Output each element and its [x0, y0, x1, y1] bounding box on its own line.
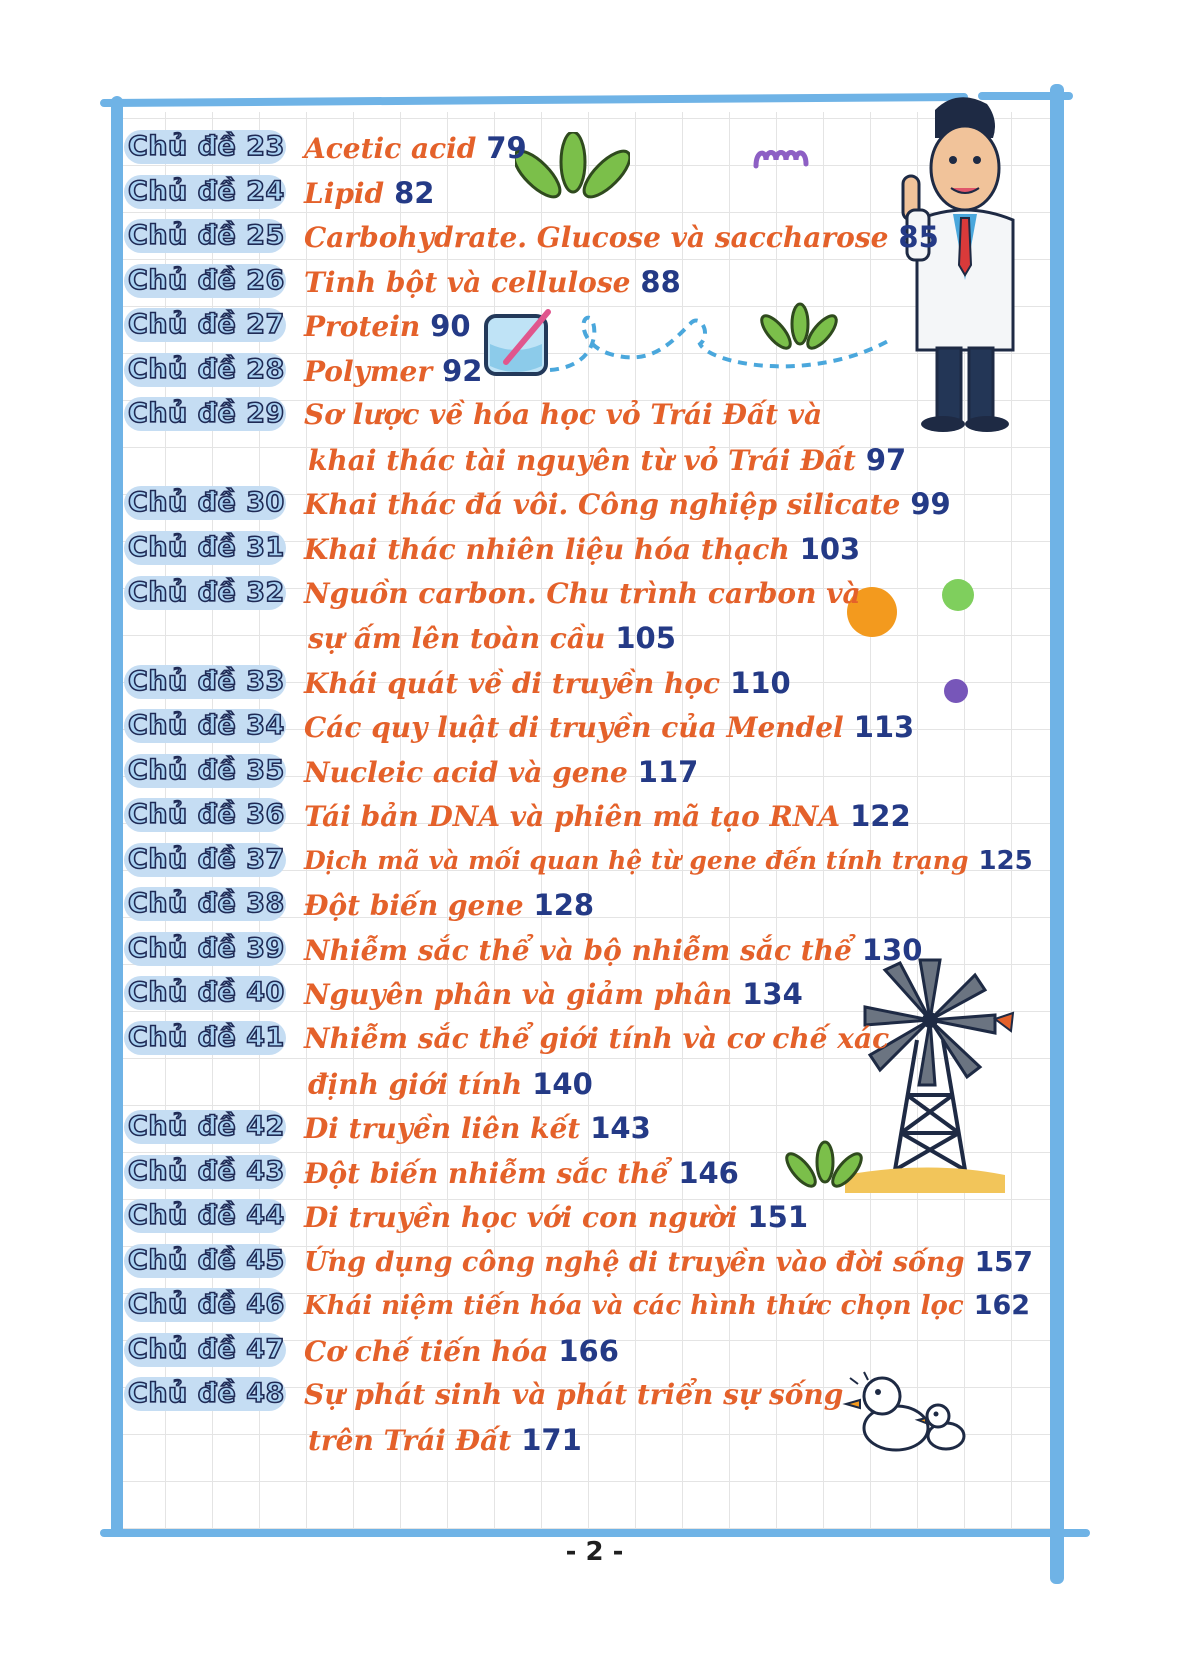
- topic-title: [304, 393, 822, 437]
- topic-title-continued: [308, 1418, 582, 1462]
- topic-title: [304, 349, 482, 393]
- topic-title-text: Các quy luật di truyền của Mendel: [304, 711, 844, 745]
- topic-number: Chủ đề 34: [128, 710, 285, 742]
- topic-title: [304, 171, 434, 215]
- topic-number: Chủ đề 40: [128, 977, 285, 1009]
- topic-title-text: Đột biến nhiễm sắc thể: [304, 1156, 669, 1190]
- topic-page-number: 113: [853, 710, 915, 745]
- topic-title-text: Dịch mã và mối quan hệ từ gene đến tính trạng: [304, 845, 969, 875]
- topic-number: Chủ đề 31: [128, 531, 285, 563]
- topic-page-number: 146: [678, 1155, 739, 1190]
- topic-title-continued: [308, 438, 906, 482]
- leaf-sprig-icon: [785, 1140, 863, 1190]
- topic-page-number: 143: [590, 1111, 651, 1146]
- topic-number: Chủ đề 45: [128, 1244, 285, 1276]
- frame-top-stroke: [100, 93, 968, 107]
- topic-title-text: Protein: [304, 310, 421, 344]
- topic-title: [304, 883, 594, 927]
- topic-title-text: Tái bản DNA và phiên mã tạo RNA: [304, 800, 841, 834]
- topic-number: Chủ đề 42: [128, 1111, 285, 1143]
- topic-title: [304, 215, 939, 259]
- topic-title-text: Acetic acid: [304, 132, 477, 165]
- topic-number: Chủ đề 25: [128, 220, 285, 252]
- topic-title-text: Sơ lược về hóa học vỏ Trái Đất và: [304, 398, 823, 432]
- purple-dot-icon: [943, 678, 969, 704]
- topic-title: [304, 972, 803, 1016]
- topic-title-text: Khai thác đá vôi. Công nghiệp silicate: [304, 488, 901, 522]
- topic-number: Chủ đề 41: [128, 1022, 285, 1053]
- topic-page-number: 130: [861, 932, 923, 967]
- topic-title: [304, 750, 698, 794]
- topic-page-number: 128: [533, 888, 595, 923]
- topic-title: [304, 1151, 739, 1195]
- topic-title: [304, 1017, 889, 1061]
- topic-number: Chủ đề 46: [128, 1289, 285, 1321]
- topic-title: [304, 928, 922, 972]
- topic-page-number: 85: [898, 220, 939, 255]
- topic-title-text: Khai thác nhiên liệu hóa thạch: [304, 532, 790, 566]
- topic-title-text-line2: trên Trái Đất: [308, 1423, 512, 1457]
- topic-title-text: Đột biến gene: [304, 889, 524, 923]
- topic-number: Chủ đề 36: [128, 799, 285, 831]
- topic-number: Chủ đề 44: [128, 1200, 285, 1232]
- topic-title: [304, 126, 527, 170]
- topic-title-text: Carbohydrate. Glucose và saccharose: [304, 221, 889, 255]
- page-number: - 2 -: [565, 1537, 624, 1567]
- topic-title-text: Nhiễm sắc thể và bộ nhiễm sắc thể: [304, 933, 852, 967]
- topic-page-number: 171: [521, 1422, 582, 1457]
- topic-title-text: Di truyền học với con người: [304, 1201, 738, 1235]
- topic-page-number: 99: [910, 487, 951, 522]
- topic-title-text: Polymer: [304, 354, 433, 388]
- topic-number: Chủ đề 38: [128, 888, 285, 920]
- topic-page-number: 125: [978, 845, 1033, 876]
- topic-page-number: 110: [730, 665, 791, 700]
- topic-title: [304, 260, 681, 304]
- topic-title-text: Nguồn carbon. Chu trình carbon và: [304, 576, 861, 610]
- topic-number: Chủ đề 32: [128, 576, 285, 608]
- topic-number: Chủ đề 26: [128, 264, 285, 296]
- frame-left-stroke: [111, 96, 123, 1536]
- topic-number: Chủ đề 30: [128, 487, 285, 519]
- topic-title: [304, 1329, 619, 1373]
- topic-title: [304, 705, 914, 749]
- topic-title-text: Ứng dụng công nghệ di truyền vào đời sống: [304, 1246, 965, 1278]
- topic-title-continued: [308, 616, 676, 660]
- topic-number: Chủ đề 35: [128, 754, 285, 786]
- beaker-icon: [480, 304, 910, 394]
- topic-page-number: 79: [486, 131, 527, 165]
- topic-page-number: 140: [532, 1066, 593, 1101]
- topic-page-number: 88: [640, 264, 681, 299]
- topic-number: Chủ đề 37: [128, 843, 285, 875]
- topic-number: Chủ đề 29: [128, 398, 285, 430]
- topic-number: Chủ đề 33: [128, 665, 285, 697]
- topic-title-text: Nguyên phân và giảm phân: [304, 978, 733, 1012]
- topic-number: Chủ đề 23: [128, 131, 285, 162]
- topic-page-number: 157: [974, 1244, 1034, 1278]
- topic-number: Chủ đề 39: [128, 932, 285, 964]
- topic-title: [304, 794, 911, 838]
- topic-title-text: Di truyền liên kết: [304, 1112, 581, 1146]
- topic-title-text: Khái quát về di truyền học: [304, 666, 721, 700]
- topic-title: [304, 1106, 651, 1150]
- topic-title-text: Khái niệm tiến hóa và các hình thức chọn lọc: [304, 1291, 964, 1322]
- topic-title-text: Nucleic acid và gene: [304, 755, 628, 789]
- topic-number: Chủ đề 48: [128, 1378, 285, 1410]
- topic-title: [304, 527, 860, 571]
- windmill-illustration: [845, 955, 1015, 1200]
- topic-title: [304, 572, 861, 616]
- topic-page-number: 82: [394, 175, 435, 210]
- topic-page-number: 92: [442, 353, 483, 388]
- topic-page-number: 90: [430, 309, 471, 344]
- topic-number: Chủ đề 43: [128, 1155, 285, 1187]
- topic-page-number: 162: [973, 1290, 1031, 1322]
- frame-bottom-stroke: [100, 1529, 1090, 1537]
- topic-page-number: 97: [865, 442, 907, 477]
- spring-squiggle-icon: [752, 146, 812, 172]
- topic-page-number: 122: [850, 799, 911, 834]
- topic-title-text: Cơ chế tiến hóa: [304, 1334, 549, 1368]
- topic-title-text: Lipid: [304, 176, 385, 210]
- topic-title: [304, 1240, 1033, 1284]
- topic-title-text: Tinh bột và cellulose: [304, 265, 631, 299]
- topic-title-text: Sự phát sinh và phát triển sự sống: [304, 1378, 844, 1412]
- topic-title: [304, 839, 1033, 883]
- topic-title: [304, 304, 471, 348]
- topic-page-number: 117: [637, 754, 699, 789]
- frame-right-stroke: [1050, 84, 1064, 1584]
- topic-page-number: 166: [558, 1333, 619, 1368]
- topic-number: Chủ đề 28: [128, 353, 285, 385]
- ducks-illustration: [838, 1370, 973, 1460]
- topic-number: Chủ đề 24: [128, 175, 285, 207]
- topic-title-text-line2: định giới tính: [308, 1067, 523, 1101]
- topic-page-number: 151: [747, 1200, 809, 1235]
- topic-title: [304, 1284, 1030, 1328]
- topic-title: [304, 1195, 808, 1239]
- topic-number: Chủ đề 27: [128, 309, 285, 341]
- topic-page-number: 134: [742, 977, 803, 1012]
- topic-title-text: Nhiễm sắc thể giới tính và cơ chế xác: [304, 1022, 890, 1055]
- topic-number: Chủ đề 47: [128, 1333, 285, 1365]
- topic-title: [304, 661, 791, 705]
- topic-title: [304, 1373, 843, 1417]
- topic-title-text-line2: khai thác tài nguyên từ vỏ Trái Đất: [308, 443, 856, 477]
- green-dot-icon: [941, 578, 975, 612]
- topic-page-number: 105: [615, 621, 676, 656]
- scientist-illustration: [895, 90, 1020, 435]
- topic-title-continued: [308, 1062, 593, 1106]
- topic-title-text-line2: sự ấm lên toàn cầu: [308, 622, 606, 656]
- topic-page-number: 103: [799, 531, 861, 566]
- leaf-sprig-icon: [515, 132, 630, 200]
- topic-title: [304, 482, 951, 526]
